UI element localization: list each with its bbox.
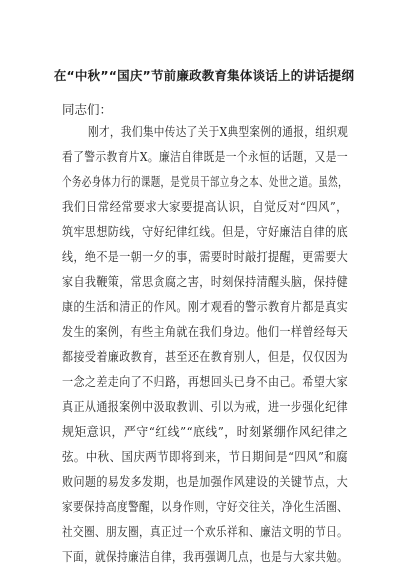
body-line: 看了警示教育片X。廉洁自律既是一个永恒的话题，又是一 [62, 149, 349, 164]
body-line: 康的生活和清正的作风。刚才观看的警示教育片都是真实 [62, 299, 349, 314]
body-line: 规矩意识，严守“红线”“底线”，时刻紧绷作风纪律之 [62, 424, 349, 439]
body-line: 个务必身体力行的课题，是党员干部立身之本、处世之道。虽然， [62, 174, 348, 189]
body-line: 筑牢思想防线，守好纪律红线。但是，守好廉洁自律的底 [62, 224, 349, 239]
body-line: 社交圈、朋友圈，真正过一个欢乐祥和、廉洁文明的节日。 [62, 524, 349, 539]
body-line: 刚才，我们集中传达了关于X典型案例的通报，组织观 [88, 124, 349, 139]
document-title: 在“中秋”“国庆”节前廉政教育集体谈话上的讲话提纲 [53, 68, 355, 83]
body-line: 败问题的易发多发期，也是加强作风建设的关键节点，大 [62, 474, 349, 489]
body-line: 家自我鞭策，常思贪腐之害，时刻保持清醒头脑，保持健 [62, 274, 349, 289]
body-line: 家要保持高度警醒，以身作则，守好交往关，净化生活圈、 [62, 499, 349, 514]
body-line: 都接受着廉政教育，甚至还在教育别人，但是，仅仅因为 [62, 349, 349, 364]
body-line: 下面，就保持廉洁自律，我再强调几点，也是与大家共勉。 [62, 549, 349, 564]
body-line: 我们日常经常要求大家要提高认识，自觉反对“四风”， [62, 199, 349, 214]
body-line: 线，绝不是一朝一夕的事，需要时时敲打提醒，更需要大 [62, 249, 349, 264]
body-line: 弦。中秋、国庆两节即将到来，节日期间是“四风”和腐 [62, 449, 349, 464]
salutation: 同志们： [62, 102, 113, 117]
body-line: 真正从通报案例中汲取教训、引以为戒，进一步强化纪律 [62, 399, 349, 414]
body-line: 发生的案例，有些主角就在我们身边。他们一样曾经每天 [62, 324, 349, 339]
body-line: 一念之差走向了不归路，再想回头已身不由己。希望大家 [62, 374, 349, 389]
